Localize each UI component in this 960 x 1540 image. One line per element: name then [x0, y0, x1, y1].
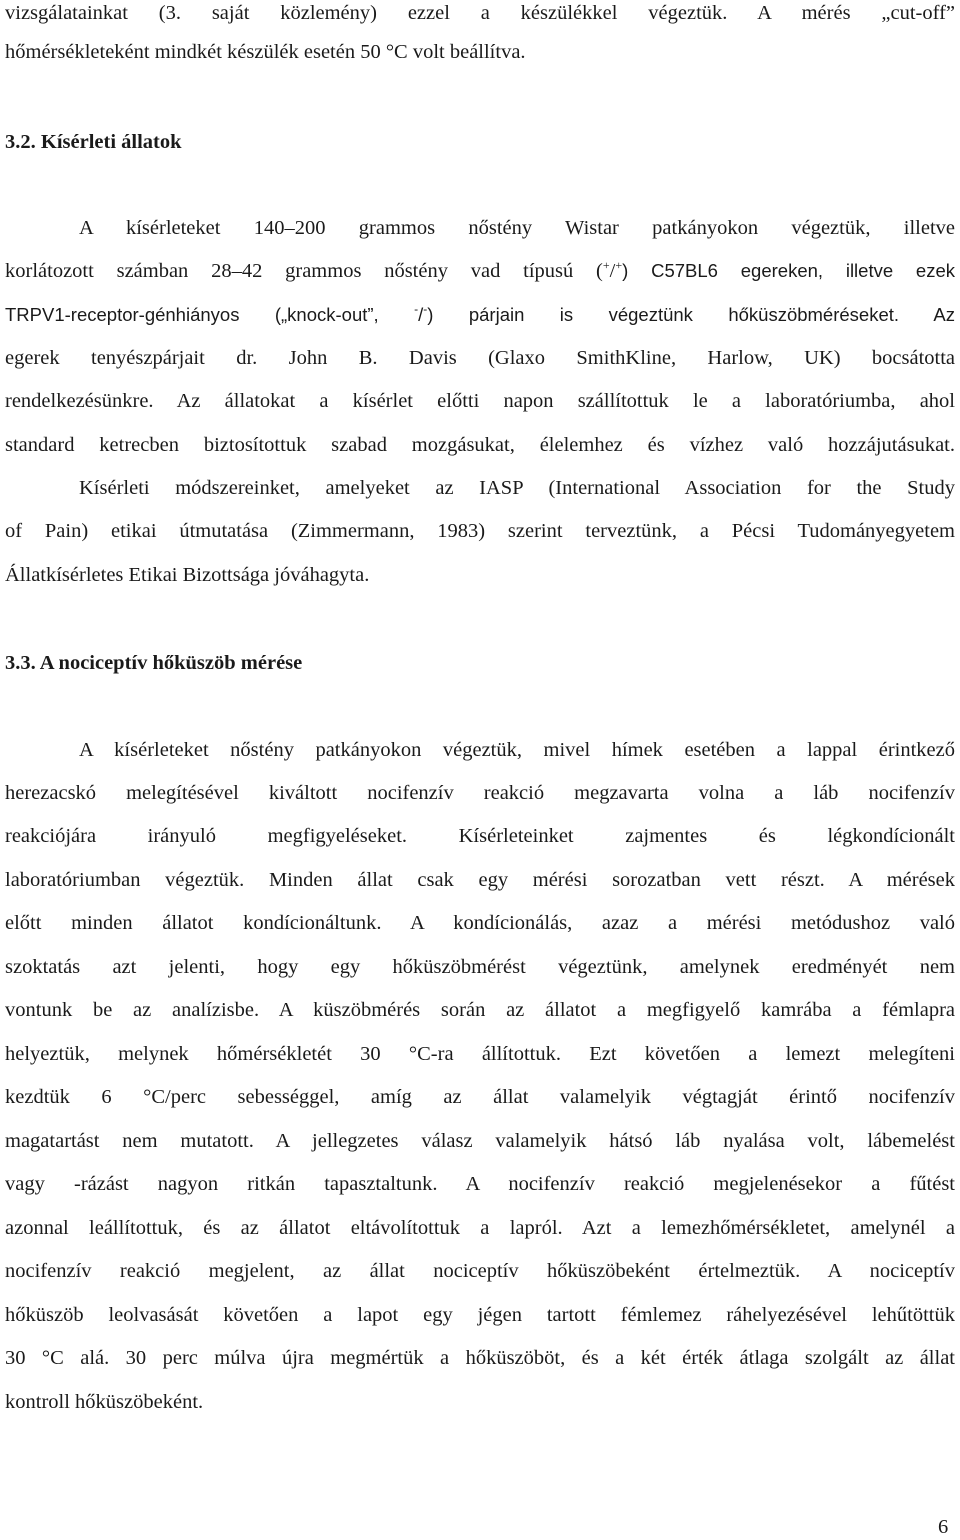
- superscript: +: [615, 258, 623, 272]
- superscript: -: [414, 302, 419, 316]
- body-text-line: vontunk be az analízisbe. A küszöbmérés során az állatot a megfigyelő kamrába a fémlapra: [5, 999, 955, 1021]
- body-text-line: előtt minden állatot kondícionáltunk. A kondícionálás, azaz a mérési metódushoz való: [5, 912, 955, 934]
- body-text-line: [5, 258, 955, 284]
- body-text-line: azonnal leállítottuk, és az állatot eltávolítottuk a lapról. Azt a lemezhőmérsékletet, amelynél a: [5, 1217, 955, 1239]
- section-heading: 3.3. A nociceptív hőküszöb mérése: [5, 652, 303, 674]
- body-text-line: herezacskó melegítésével kiváltott nocifenzív reakció megzavarta volna a láb nocifenzív: [5, 782, 955, 804]
- body-text-line: egerek tenyészpárjait dr. John B. Davis (Glaxo SmithKline, Harlow, UK) bocsátotta: [5, 347, 955, 369]
- body-text-line: Állatkísérletes Etikai Bizottsága jóváhagyta.: [5, 564, 370, 586]
- body-text-line: laboratóriumban végeztük. Minden állat csak egy mérési sorozatban vett részt. A mérések: [5, 869, 955, 891]
- section-heading: 3.2. Kísérleti állatok: [5, 131, 182, 153]
- text-segment: /: [609, 260, 616, 282]
- text-segment: korlátozott számban 28–42 grammos nőstény vad típusú (: [5, 260, 603, 282]
- body-text-line: hőküszöb leolvasását követően a lapot egy jégen tartott fémlemez ráhelyezésével lehűtöttük: [5, 1304, 955, 1326]
- text-segment: Az állatokat a kísérlet előtti napon szállítottuk le a laboratóriumba, ahol: [176, 390, 955, 412]
- text-segment: /: [418, 304, 424, 325]
- body-text-line: of Pain) etikai útmutatása (Zimmermann, 1983) szerint terveztünk, a Pécsi Tudományegyetem: [5, 520, 955, 542]
- page-number: 6: [938, 1516, 949, 1538]
- body-text-line: [5, 388, 955, 414]
- body-text-line: Kísérleti módszereinket, amelyeket az IASP (International Association for the Study: [79, 477, 955, 499]
- body-text-line: 30 °C alá. 30 perc múlva újra megmértük a hőküszöböt, és a két érték átlaga szolgált az állat: [5, 1347, 955, 1369]
- body-text-line: standard ketrecben biztosítottuk szabad mozgásukat, élelemhez és vízhez való hozzájutásukat.: [5, 434, 955, 456]
- body-text-line: A kísérleteket 140–200 grammos nőstény Wistar patkányokon végeztük, illetve: [79, 217, 955, 239]
- superscript: +: [602, 258, 610, 272]
- text-segment: rendelkezésünkre.: [5, 390, 154, 412]
- body-text-line: nocifenzív reakció megjelent, az állat nociceptív hőküszöbeként értelmeztük. A nociceptív: [5, 1260, 955, 1282]
- body-text-line: kezdtük 6 °C/perc sebességgel, amíg az állat valamelyik végtagját érintő nocifenzív: [5, 1086, 955, 1108]
- body-text-line: magatartást nem mutatott. A jellegzetes válasz valamelyik hátsó láb nyalása volt, lábemelést: [5, 1130, 955, 1152]
- body-text-line: [5, 302, 955, 328]
- body-text-line: reakciójára irányuló megfigyeléseket. Kísérleteinket zajmentes és légkondícionált: [5, 825, 955, 847]
- body-text-line: hőmérsékleteként mindkét készülék esetén 50 °C volt beállítva.: [5, 41, 526, 63]
- text-segment: ) párjain is végeztünk hőküszöbméréseket. Az: [427, 304, 956, 325]
- superscript: -: [423, 302, 428, 316]
- body-text-line: A kísérleteket nőstény patkányokon végeztük, mivel hímek esetében a lappal érintkező: [79, 739, 955, 761]
- body-text-line: vagy -rázást nagyon ritkán tapasztaltunk. A nocifenzív reakció megjelenésekor a fűtést: [5, 1173, 955, 1195]
- body-text-line: szoktatás azt jelenti, hogy egy hőküszöbmérést végeztünk, amelynek eredményét nem: [5, 956, 955, 978]
- text-segment: TRPV1-receptor-génhiányos („knock-out”,: [5, 304, 379, 325]
- body-text-line: kontroll hőküszöbeként.: [5, 1391, 204, 1413]
- body-text-line: helyeztük, melynek hőmérsékletét 30 °C-ra állítottuk. Ezt követően a lemezt melegíteni: [5, 1043, 955, 1065]
- body-text-line: vizsgálatainkat (3. saját közlemény) ezzel a készülékkel végeztük. A mérés „cut-off”: [5, 2, 955, 24]
- text-segment: ) C57BL6 egereken, illetve ezek: [622, 260, 956, 281]
